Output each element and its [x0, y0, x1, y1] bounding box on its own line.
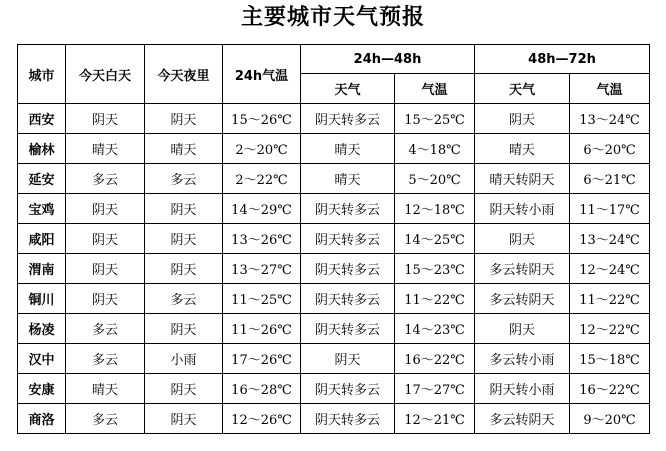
cell-temp-24h: 2～22℃ [223, 164, 301, 194]
cell-city: 杨凌 [18, 314, 66, 344]
cell-today-day: 阴天 [66, 194, 145, 224]
table-row [18, 194, 650, 224]
cell-weather-72h: 晴天 [475, 134, 570, 164]
forecast-table [17, 44, 650, 434]
cell-city: 渭南 [18, 254, 66, 284]
cell-weather-72h: 多云转阴天 [475, 404, 570, 434]
cell-temp-72h: 11～17℃ [570, 194, 650, 224]
cell-temp-24h: 11～25℃ [223, 284, 301, 314]
cell-weather-72h: 阴天转小雨 [475, 194, 570, 224]
cell-temp-24h: 16～28℃ [223, 374, 301, 404]
header-weather-72: 天气 [475, 74, 570, 104]
cell-temp-48h: 14～25℃ [395, 224, 475, 254]
cell-weather-72h: 阴天 [475, 104, 570, 134]
cell-temp-24h: 13～27℃ [223, 254, 301, 284]
cell-today-day: 晴天 [66, 134, 145, 164]
cell-temp-48h: 17～27℃ [395, 374, 475, 404]
cell-city: 榆林 [18, 134, 66, 164]
cell-weather-48h: 阴天转多云 [301, 284, 395, 314]
cell-today-night: 阴天 [145, 224, 223, 254]
header-today-day: 今天白天 [66, 45, 145, 104]
cell-weather-72h: 多云转小雨 [475, 344, 570, 374]
table-row [18, 344, 650, 374]
header-48-72h: 48h—72h [475, 45, 650, 74]
cell-temp-24h: 15～26℃ [223, 104, 301, 134]
cell-today-day: 多云 [66, 314, 145, 344]
cell-temp-48h: 16～22℃ [395, 344, 475, 374]
cell-today-day: 阴天 [66, 254, 145, 284]
cell-today-night: 阴天 [145, 194, 223, 224]
cell-temp-48h: 5～20℃ [395, 164, 475, 194]
cell-temp-48h: 11～22℃ [395, 284, 475, 314]
cell-temp-48h: 15～23℃ [395, 254, 475, 284]
cell-temp-72h: 11～22℃ [570, 284, 650, 314]
cell-city: 延安 [18, 164, 66, 194]
cell-temp-48h: 12～21℃ [395, 404, 475, 434]
cell-temp-72h: 13～24℃ [570, 224, 650, 254]
cell-temp-24h: 14～29℃ [223, 194, 301, 224]
cell-weather-48h: 晴天 [301, 134, 395, 164]
cell-temp-48h: 12～18℃ [395, 194, 475, 224]
table-row [18, 104, 650, 134]
page-title: 主要城市天气预报 [240, 5, 425, 30]
cell-today-night: 阴天 [145, 104, 223, 134]
table-row [18, 404, 650, 434]
cell-weather-72h: 多云转阴天 [475, 284, 570, 314]
table-row [18, 254, 650, 284]
cell-temp-24h: 13～26℃ [223, 224, 301, 254]
cell-temp-48h: 4～18℃ [395, 134, 475, 164]
cell-today-day: 多云 [66, 404, 145, 434]
cell-weather-72h: 阴天 [475, 314, 570, 344]
cell-temp-72h: 6～21℃ [570, 164, 650, 194]
cell-city: 咸阳 [18, 224, 66, 254]
cell-temp-72h: 12～22℃ [570, 314, 650, 344]
header-city: 城市 [18, 45, 66, 104]
cell-temp-24h: 11～26℃ [223, 314, 301, 344]
header-temp-48: 气温 [395, 74, 475, 104]
cell-weather-48h: 阴天转多云 [301, 194, 395, 224]
cell-temp-48h: 14～23℃ [395, 314, 475, 344]
cell-today-night: 阴天 [145, 254, 223, 284]
cell-temp-72h: 9～20℃ [570, 404, 650, 434]
cell-city: 铜川 [18, 284, 66, 314]
cell-temp-24h: 2～20℃ [223, 134, 301, 164]
cell-weather-48h: 阴天转多云 [301, 404, 395, 434]
cell-temp-48h: 15～25℃ [395, 104, 475, 134]
cell-city: 西安 [18, 104, 66, 134]
table-row [18, 224, 650, 254]
cell-weather-48h: 阴天转多云 [301, 224, 395, 254]
cell-city: 宝鸡 [18, 194, 66, 224]
cell-weather-72h: 阴天转小雨 [475, 374, 570, 404]
cell-today-night: 多云 [145, 164, 223, 194]
cell-temp-24h: 17～26℃ [223, 344, 301, 374]
cell-city: 安康 [18, 374, 66, 404]
cell-today-day: 晴天 [66, 374, 145, 404]
cell-temp-72h: 16～22℃ [570, 374, 650, 404]
table-body [18, 104, 650, 434]
header-row-top [18, 45, 650, 74]
cell-weather-48h: 阴天转多云 [301, 104, 395, 134]
cell-today-night: 晴天 [145, 134, 223, 164]
cell-weather-48h: 晴天 [301, 164, 395, 194]
cell-today-night: 多云 [145, 284, 223, 314]
header-temp-72: 气温 [570, 74, 650, 104]
cell-weather-72h: 多云转阴天 [475, 254, 570, 284]
cell-today-night: 小雨 [145, 344, 223, 374]
cell-temp-72h: 13～24℃ [570, 104, 650, 134]
header-today-night: 今天夜里 [145, 45, 223, 104]
cell-weather-48h: 阴天 [301, 344, 395, 374]
table-row [18, 134, 650, 164]
cell-today-day: 阴天 [66, 284, 145, 314]
cell-today-day: 阴天 [66, 104, 145, 134]
cell-temp-24h: 12～26℃ [223, 404, 301, 434]
cell-temp-72h: 15～18℃ [570, 344, 650, 374]
cell-weather-48h: 阴天转多云 [301, 314, 395, 344]
cell-today-night: 阴天 [145, 374, 223, 404]
cell-today-day: 多云 [66, 344, 145, 374]
cell-city: 汉中 [18, 344, 66, 374]
cell-today-day: 多云 [66, 164, 145, 194]
cell-today-day: 阴天 [66, 224, 145, 254]
cell-weather-48h: 阴天转多云 [301, 254, 395, 284]
header-weather-48: 天气 [301, 74, 395, 104]
cell-city: 商洛 [18, 404, 66, 434]
header-24h-temp: 24h气温 [223, 45, 301, 104]
cell-temp-72h: 12～24℃ [570, 254, 650, 284]
table-row [18, 374, 650, 404]
table-row [18, 284, 650, 314]
cell-today-night: 阴天 [145, 404, 223, 434]
table-header [18, 45, 650, 104]
cell-weather-48h: 阴天转多云 [301, 374, 395, 404]
cell-weather-72h: 阴天 [475, 224, 570, 254]
header-24-48h: 24h—48h [301, 45, 475, 74]
table-row [18, 164, 650, 194]
cell-temp-72h: 6～20℃ [570, 134, 650, 164]
table-row [18, 314, 650, 344]
cell-today-night: 阴天 [145, 314, 223, 344]
cell-weather-72h: 晴天转阴天 [475, 164, 570, 194]
